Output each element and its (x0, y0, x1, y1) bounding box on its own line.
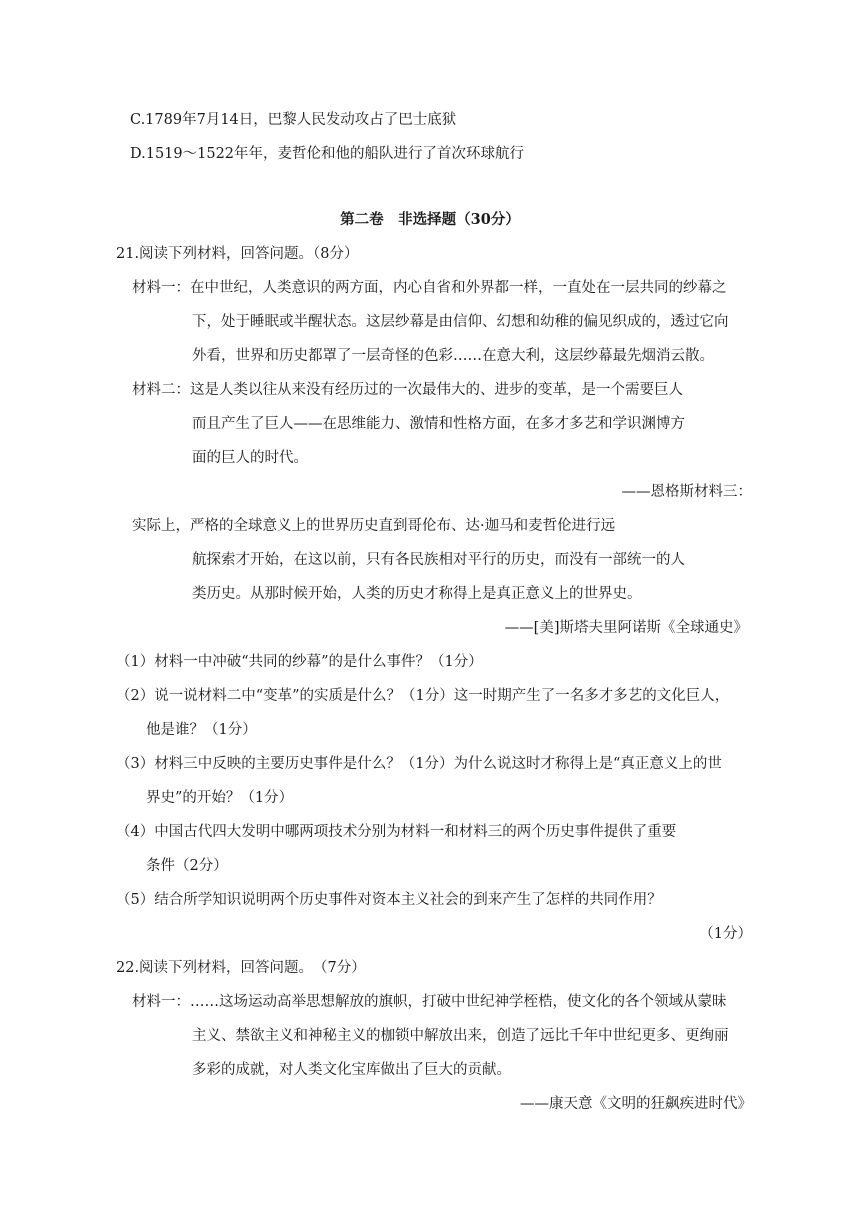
q21-question-5: （5）结合所学知识说明两个历史事件对资本主义社会的到来产生了怎样的共同作用？ (116, 892, 662, 908)
q21-question-4: （4）中国古代四大发明中哪两项技术分别为材料一和材料三的两个历史事件提供了重要 (116, 824, 677, 840)
q21-material-3-line: 实际上，严格的全球意义上的世界历史直到哥伦布、达·迦马和麦哲伦进行远 (132, 518, 616, 534)
q22-material-1-line: 多彩的成就，对人类文化宝库做出了巨大的贡献。 (192, 1062, 511, 1078)
q22-material-1-line: 主义、禁欲主义和神秘主义的枷锁中解放出来，创造了远比千年中世纪更多、更绚丽 (192, 1028, 729, 1044)
q21-material-3-line: 航探索才开始，在这以前，只有各民族相对平行的历史，而没有一部统一的人 (192, 552, 685, 568)
q21-question-2-cont: 他是谁？（1分） (146, 722, 257, 738)
q21-question-4-cont: 条件（2分） (146, 858, 228, 874)
q22-material-1-line: 材料一：……这场运动高举思想解放的旗帜，打破中世纪神学桎梏，使文化的各个领域从蒙昧 (132, 994, 727, 1010)
q22-stem: 22.阅读下列材料，回答问题。 （7分） (116, 960, 366, 976)
q21-question-1: （1）材料一中冲破“共同的纱幕”的是什么事件？（1分） (116, 654, 483, 670)
q21-material-2-line: 材料二：这是人类以往从来没有经历过的一次最伟大的、进步的变革，是一个需要巨人 (132, 382, 683, 398)
q21-question-3: （3）材料三中反映的主要历史事件是什么？（1分）为什么说这时才称得上是“真正意义上的世 (116, 756, 722, 772)
q21-question-3-cont: 界史”的开始？（1分） (146, 790, 294, 806)
q21-material-2-line: 而且产生了巨人——在思维能力、激情和性格方面，在多才多艺和学识渊博方 (192, 416, 685, 432)
section-title: 第二卷 非选择题（30分） (340, 211, 520, 228)
q21-question-5-score: （1分） (699, 926, 752, 942)
q21-material-3-line: 类历史。从那时候开始，人类的历史才称得上是真正意义上的世界史。 (192, 586, 642, 602)
option-c: C.1789年7月14日，巴黎人民发动攻占了巴士底狱 (130, 112, 457, 128)
q21-material-2-source: ——恩格斯材料三： (621, 484, 752, 500)
q21-material-1-line: 下，处于睡眠或半醒状态。这层纱幕是由信仰、幻想和幼稚的偏见织成的，透过它向 (192, 314, 729, 330)
q21-material-2-line: 面的巨人的时代。 (192, 450, 308, 466)
q21-material-1-line: 材料一：在中世纪，人类意识的两方面，内心自省和外界都一样，一直处在一层共同的纱幕之 (132, 280, 727, 296)
q21-question-2: （2）说一说材料二中“变革”的实质是什么？（1分）这一时期产生了一名多才多艺的文化巨人， (116, 688, 730, 704)
q21-material-1-line: 外看，世界和历史都罩了一层奇怪的色彩……在意大利，这层纱幕最先烟消云散。 (192, 348, 714, 364)
q21-stem: 21.阅读下列材料，回答问题。（8分） (116, 246, 359, 262)
q21-material-3-source: ——[美]斯塔夫里阿诺斯《全球通史》 (504, 620, 748, 636)
q22-material-1-source: ——康天意《文明的狂飙疾进时代》 (520, 1096, 752, 1112)
option-d: D.1519～1522年年，麦哲伦和他的船队进行了首次环球航行 (130, 146, 525, 162)
